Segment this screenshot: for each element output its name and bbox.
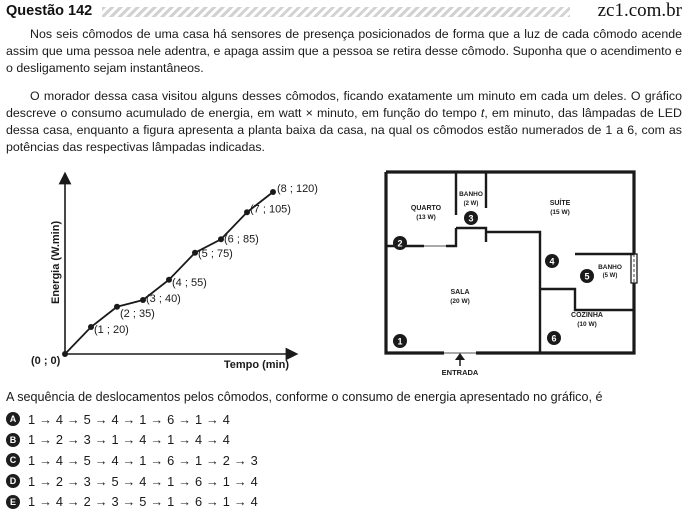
option-b-text: 1 → 2 → 3 → 1 → 4 → 1 → 4 → 4	[28, 432, 231, 448]
header-hatch-bar	[102, 7, 570, 17]
option-c[interactable]	[6, 450, 406, 471]
chart-marks	[62, 183, 318, 357]
room-5-badge	[580, 269, 594, 283]
room-1-name: SALA	[450, 289, 470, 296]
room-5-power: (5 W)	[602, 273, 618, 279]
room-1-badge	[393, 334, 407, 348]
option-e-letter: E	[6, 495, 20, 509]
data-label-8: (8 ; 120)	[277, 183, 318, 195]
floor-plan	[376, 162, 648, 376]
room-4-name: SUÍTE	[549, 200, 571, 207]
option-d-text: 1 → 2 → 3 → 5 → 4 → 1 → 6 → 1 → 4	[28, 473, 258, 489]
p2-text-b: , em minuto, das lâmpadas de LED dessa casa, enquanto a figura apresenta a planta baixa da casa, na qual os cômodos estão numerados de 1 a 6, com as potências das respectivas lâmpadas indicadas.	[6, 106, 682, 154]
room-1-number: 1	[397, 336, 403, 347]
option-d-letter: D	[6, 474, 20, 488]
answer-options	[6, 409, 406, 512]
plan-interior-walls	[386, 172, 634, 353]
data-label-3: (3 ; 40)	[146, 293, 181, 305]
room-2-badge	[393, 236, 407, 250]
option-c-letter: C	[6, 453, 20, 467]
plan-outer-wall	[386, 172, 634, 353]
room-3-power: (2 W)	[463, 201, 479, 207]
room-2-number: 2	[397, 238, 403, 249]
p2-variable-t: t	[480, 106, 485, 120]
option-c-text: 1 → 4 → 5 → 4 → 1 → 6 → 1 → 2 → 3	[28, 452, 258, 468]
room-2-power: (13 W)	[416, 214, 436, 221]
intro-paragraph-2	[6, 88, 682, 156]
question-prompt: A sequência de deslocamentos pelos cômodos, conforme o consumo de energia apresentado no gráfico, é	[6, 390, 603, 404]
question-header	[0, 0, 688, 24]
data-label-2: (2 ; 35)	[120, 307, 155, 320]
option-a[interactable]	[6, 409, 406, 430]
option-b-letter: B	[6, 433, 20, 447]
option-a-text: 1 → 4 → 5 → 4 → 1 → 6 → 1 → 4	[28, 411, 231, 427]
data-label-1: (1 ; 20)	[94, 324, 129, 336]
data-point-8	[270, 189, 276, 195]
data-label-6: (6 ; 85)	[224, 233, 259, 246]
intro-paragraph-1: Nos seis cômodos de uma casa há sensores de presença posicionados de forma que a luz de cada cômodo acende assim que uma pessoa nele adentra, e apaga assim que a pessoa se retira desse cômodo. Suponha que o acendimento e o desligamento sejam instantâneos.	[6, 27, 682, 75]
room-6-name: COZINHA	[571, 312, 603, 319]
room-4-number: 4	[549, 256, 555, 267]
option-a-letter: A	[6, 412, 20, 426]
site-watermark: zc1.com.br	[597, 0, 682, 21]
data-label-4: (4 ; 55)	[172, 276, 207, 289]
room-4-badge	[545, 254, 559, 268]
chart-x-axis-label: Tempo (min)	[223, 359, 289, 371]
room-2-name: QUARTO	[410, 205, 442, 212]
data-point-0	[62, 351, 68, 357]
plan-right-window	[631, 254, 637, 283]
question-title: Questão 142	[6, 3, 93, 19]
p2-text-a: O morador dessa casa visitou alguns desses cômodos, ficando exatamente um minuto em cada um deles. O gráfico descreve o consumo acumulado de energia, em watt × minuto, em função do tempo	[6, 89, 682, 120]
option-b[interactable]	[6, 430, 406, 451]
data-label-5: (5 ; 75)	[198, 247, 233, 260]
data-label-7: (7 ; 105)	[250, 203, 291, 216]
room-3-name: BANHO	[459, 191, 483, 198]
option-d[interactable]	[6, 471, 406, 492]
room-3-badge	[464, 211, 478, 225]
chart-origin-label: (0 ; 0)	[31, 355, 61, 367]
option-e-text: 1 → 4 → 2 → 3 → 5 → 1 → 6 → 1 → 4	[28, 494, 258, 510]
room-4-power: (15 W)	[550, 209, 570, 216]
room-3-number: 3	[468, 213, 474, 224]
option-e[interactable]	[6, 491, 406, 512]
room-1-power: (20 W)	[450, 298, 470, 305]
room-6-power: (10 W)	[577, 321, 597, 328]
room-5-number: 5	[584, 271, 590, 282]
plan-entrance-label: ENTRADA	[441, 368, 479, 376]
chart-y-axis-label: Energia (W.min)	[50, 220, 62, 304]
energy-chart	[0, 168, 330, 373]
room-6-number: 6	[551, 333, 557, 344]
room-6-badge	[547, 331, 561, 345]
room-5-name: BANHO	[598, 264, 622, 271]
